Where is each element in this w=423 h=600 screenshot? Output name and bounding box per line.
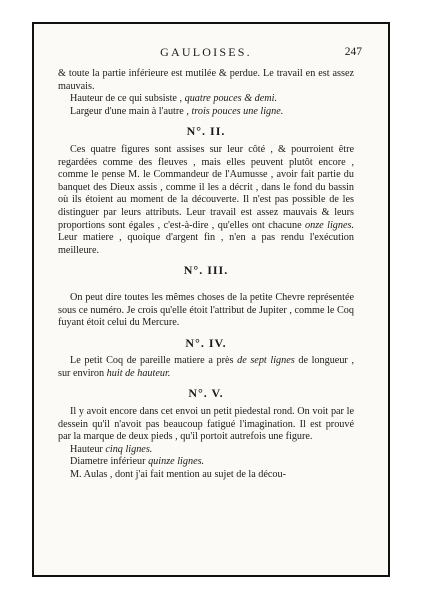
- section-5-paragraph: Il y avoit encore dans cet envoi un petit piedestal rond. On voit par le dessein qu'il n'avoit pas beaucoup fatigué l'imagination. Il est prouvé par la marque de deux pieds , qu'il portoit autrefois une figure.: [58, 406, 354, 443]
- section-3-paragraph: On peut dire toutes les mêmes choses de la petite Chevre représentée sous ce numéro. Je crois qu'elle étoit l'attribut de Jupiter , comme le Coq fuyant étoit celui du Mercure.: [58, 291, 354, 329]
- intro-largeur: [58, 106, 354, 119]
- page-number: 247: [344, 46, 362, 58]
- section-title-3: N°. III.: [183, 263, 229, 278]
- section-title-2: N°. II.: [186, 124, 226, 139]
- section-4-emphasis-1: de sept lignes: [237, 355, 295, 367]
- section-5-hauteur: [58, 444, 354, 457]
- intro-paragraph: & toute la partie inférieure est mutilée & perdue. Le travail en est assez mauvais.: [58, 68, 354, 92]
- section-5-diametre: [58, 456, 354, 469]
- section-title-5: N°. V.: [188, 386, 224, 401]
- section-5-last-line: M. Aulas , dont j'ai fait mention au sujet de la décou-: [70, 469, 287, 481]
- section-4-text-b: de longueur , sur environ: [58, 355, 354, 379]
- page-content: [58, 45, 362, 482]
- section-2-paragraph: [58, 144, 354, 257]
- section-4-emphasis-2: huit de hauteur.: [106, 367, 171, 379]
- section-title-4: N°. IV.: [185, 335, 227, 350]
- largeur-value: trois pouces une ligne.: [191, 105, 284, 117]
- hauteur-value: quatre pouces & demi.: [184, 93, 278, 105]
- running-title: GAULOISES.: [160, 45, 252, 59]
- section-2-emphasis: onze lignes.: [305, 219, 354, 231]
- section-2-text-a: Ces quatre figures sont assises sur leur côté , & pourroient être regardées comme des fleuves , mais elles peuvent plutôt encore , comme le pense M. le Commandeur de l'Aumusse , avoir fait partie du banquet des Dieux assis , comme il les a décrit , dans le fond du bassin où ils étoient au moment de la découverte. Il n'est pas possible de les distinguer par leurs attributs. Leur travail est assez mauvais & leurs proportions sont égales , c'est-à-dire , qu'elles ont chacune: [58, 143, 354, 231]
- hauteur-label: Hauteur de ce qui subsiste ,: [70, 93, 183, 105]
- intro-hauteur: [58, 93, 354, 106]
- section-2-text-b: Leur matiere , quoique d'argent fin , n'en a pas rendu l'exécution meilleure.: [58, 232, 354, 256]
- section-4-text-a: Le petit Coq de pareille matiere a près: [70, 355, 234, 367]
- s5-diametre-value: quinze lignes.: [148, 456, 205, 468]
- section-4-paragraph: [58, 355, 354, 380]
- largeur-label: Largeur d'une main à l'autre ,: [70, 105, 189, 117]
- page-header: [58, 45, 362, 66]
- s5-hauteur-value: cinq lignes.: [105, 443, 153, 455]
- s5-diametre-label: Diametre inférieur: [70, 456, 146, 468]
- page-frame: [32, 22, 390, 577]
- spacer: [58, 283, 354, 292]
- s5-hauteur-label: Hauteur: [70, 443, 103, 455]
